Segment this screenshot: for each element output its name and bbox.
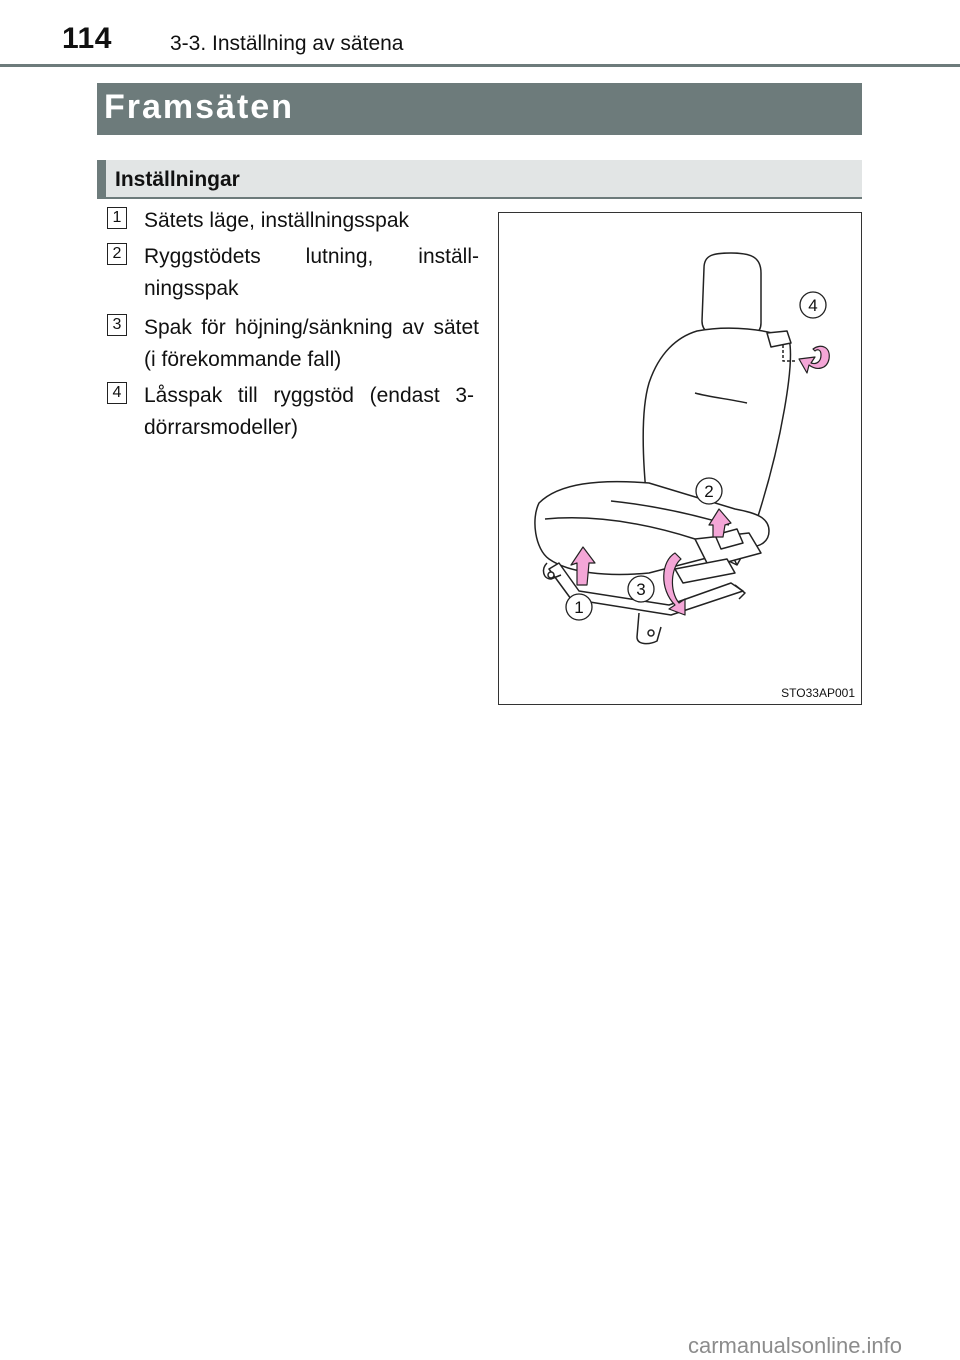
subsection-title: Inställningar: [115, 168, 240, 191]
list-item: [107, 312, 479, 378]
seat-drawing: [499, 213, 861, 704]
arrow-4: [799, 346, 829, 373]
seat-illustration: [498, 212, 862, 705]
figure-code: STO33AP001: [781, 686, 855, 700]
header-rule: [0, 64, 960, 67]
page-number: 114: [62, 22, 112, 55]
item-number-badge: 3: [107, 314, 127, 336]
item-number-badge: 4: [107, 382, 127, 404]
item-text: Låsspak till ryggstöd (endast 3-dörrarsmodeller): [144, 384, 474, 439]
watermark: carmanualsonline.info: [688, 1333, 903, 1358]
section-title: Framsäten: [104, 88, 294, 126]
list-item: [107, 380, 479, 446]
callout-4: 4: [808, 296, 818, 315]
running-head: 3-3. Inställning av sätena: [170, 32, 404, 55]
list-item: [107, 205, 479, 239]
item-text: Spak för höjning/sänkning av sätet (i förekommande fall): [144, 316, 479, 371]
item-text: Sätets läge, inställningsspak: [144, 209, 409, 232]
page-header: [0, 0, 960, 66]
item-text: Ryggstödets lutning, inställ-ningsspak: [144, 245, 479, 300]
list-item: [107, 241, 479, 307]
item-number-badge: 1: [107, 207, 127, 229]
callout-2: 2: [704, 482, 714, 501]
headrest: [702, 253, 761, 337]
callout-3: 3: [636, 580, 646, 599]
subsection-accent: [97, 160, 106, 199]
item-number-badge: 2: [107, 243, 127, 265]
callout-1: 1: [574, 598, 584, 617]
rail-foot: [637, 613, 661, 644]
